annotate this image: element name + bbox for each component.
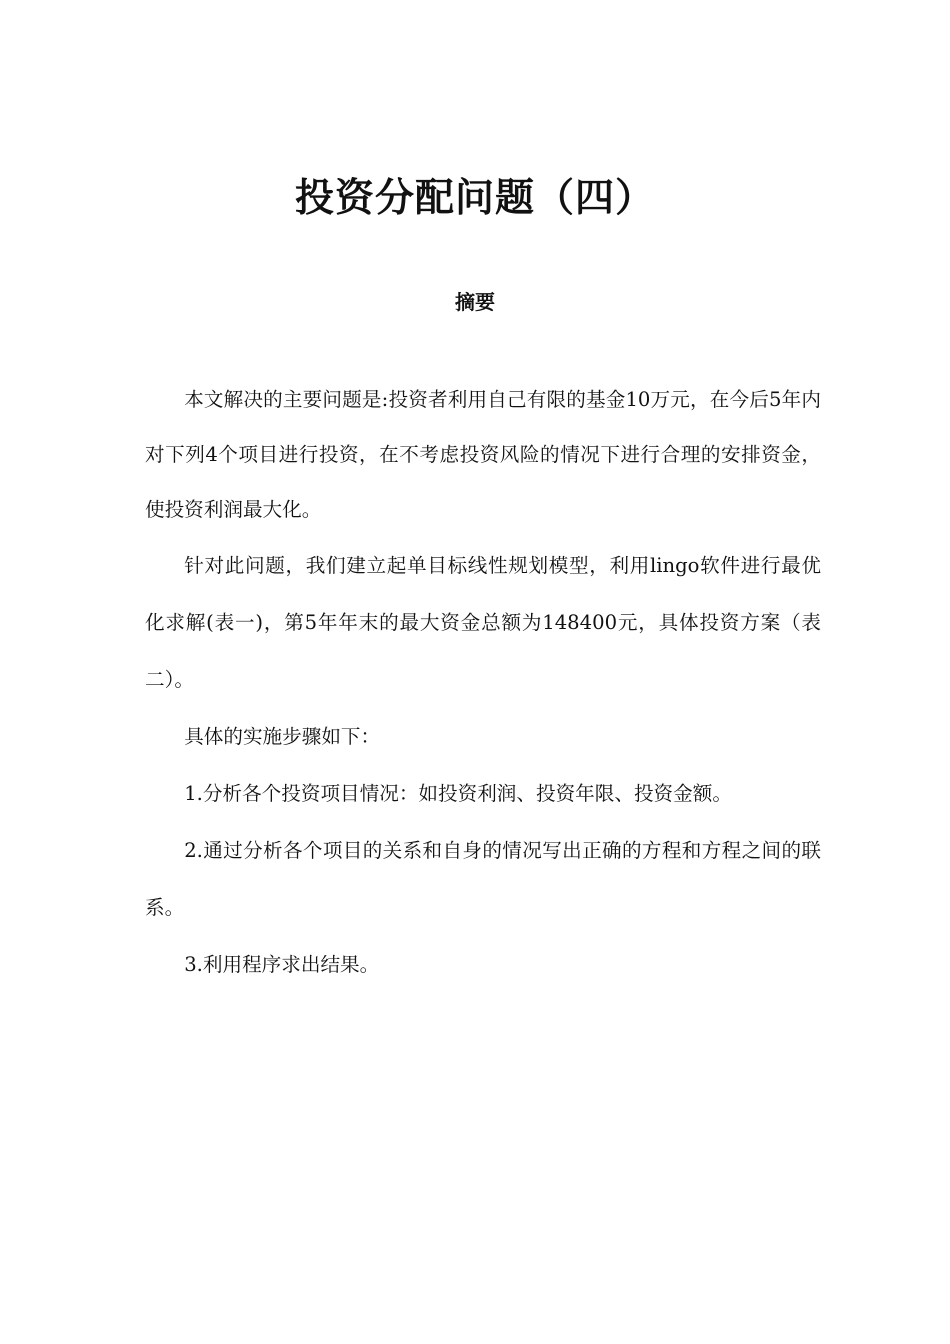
document-title: 投资分配问题（四）	[294, 176, 655, 221]
abstract-paragraph-1: 本文解决的主要问题是:投资者利用自己有限的基金10万元，在今后5年内对下列4个项目进行投资，在不考虑投资风险的情况下进行合理的安排资金，使投资利润最大化。	[145, 388, 821, 521]
abstract-paragraph-2: 针对此问题，我们建立起单目标线性规划模型，利用lingo软件进行最优化求解(表一)，第5年年末的最大资金总额为148400元，具体投资方案（表二）。	[145, 554, 821, 691]
step-3: 3.利用程序求出结果。	[184, 953, 380, 976]
step-2: 2.通过分析各个项目的关系和自身的情况写出正确的方程和方程之间的联系。	[145, 839, 821, 919]
abstract-heading: 摘要	[455, 290, 495, 314]
abstract-body	[145, 372, 821, 993]
steps-intro: 具体的实施步骤如下：	[184, 725, 381, 748]
step-1: 1.分析各个投资项目情况：如投资利润、投资年限、投资金额。	[184, 782, 732, 805]
